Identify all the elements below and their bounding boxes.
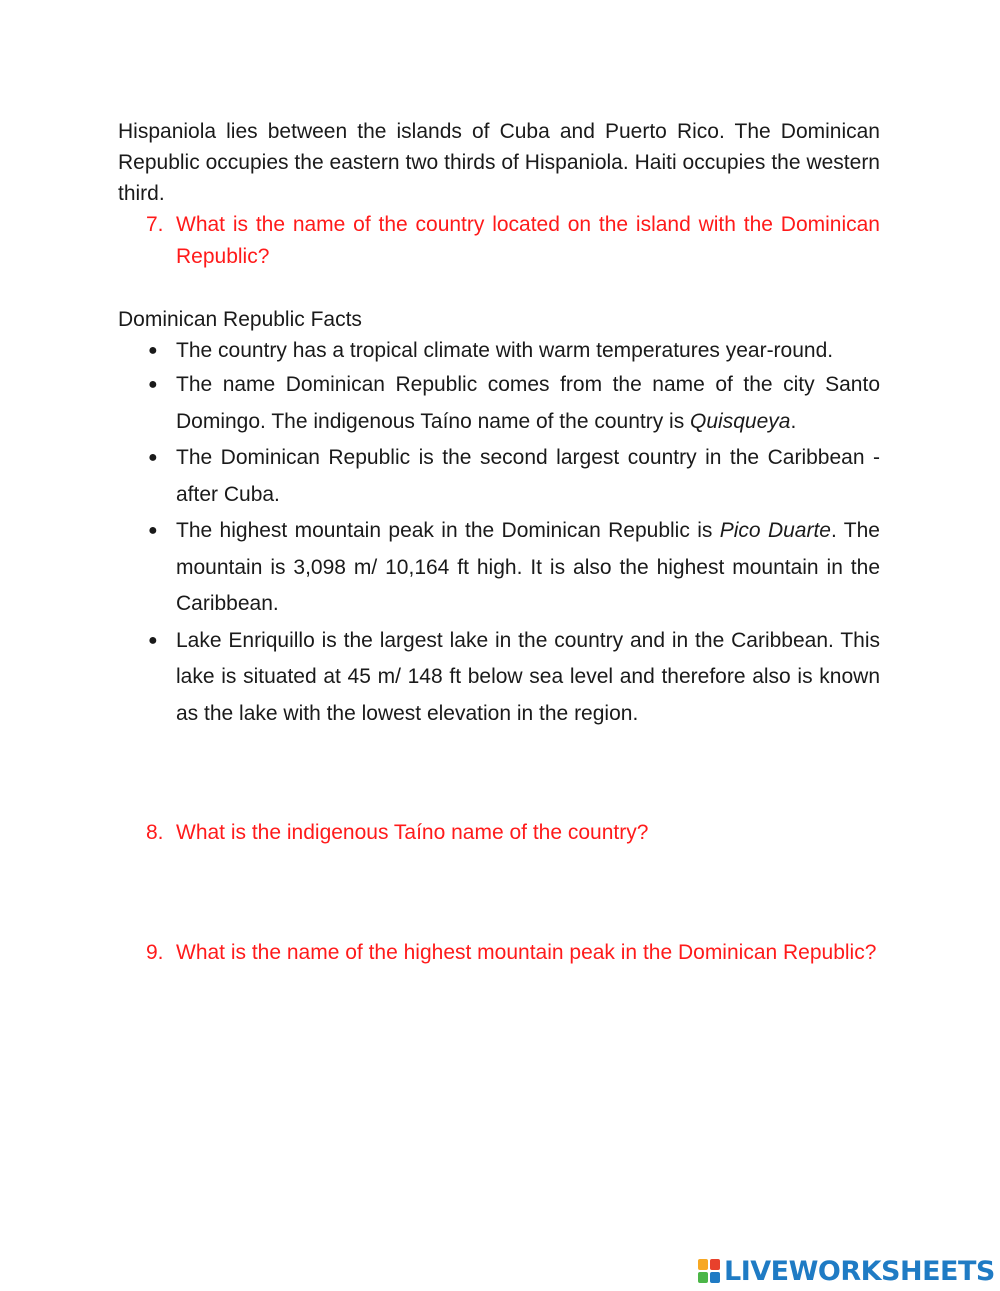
list-item [118,335,880,366]
logo-square-1 [698,1259,708,1270]
fact-2-end: . [790,409,797,433]
bullet-icon: ● [148,631,158,649]
fact-4-text: The highest mountain peak in the Dominican Republic is [176,519,720,542]
question-7-text: What is the name of the country located on the island with the Dominican Republic? [176,213,880,268]
question-9 [118,937,880,969]
list-item [118,440,880,513]
list-item [118,513,880,623]
question-9-number: 9. [146,941,164,964]
facts-heading: Dominican Republic Facts [118,308,362,331]
logo-square-3 [698,1272,708,1283]
question-7 [118,209,880,273]
logo-square-4 [710,1272,720,1283]
question-7-number: 7. [146,213,164,236]
question-8-number: 8. [146,821,164,844]
facts-list [118,335,880,732]
spacer [118,732,880,817]
list-item [118,623,880,733]
fact-5-text: Lake Enriquillo is the largest lake in the country and in the Caribbean. This lake is situated at 45 m/ 148 ft below sea level and therefore also is known as the lake with the lowest elevation in the region. [176,628,880,725]
fact-2-text: The name Dominican Republic comes from the name of the city Santo Domingo. The indigenous Taíno name of the country is [176,373,880,433]
fact-2-emphasis: Quisqueya [690,409,791,433]
fact-1-text: The country has a tropical climate with warm temperatures year-round. [176,339,834,362]
spacer [118,273,880,304]
question-8 [118,817,880,849]
fact-4-end: . The mountain is 3,098 m/ 10,164 ft high. It is also the highest mountain in the Caribbean. [176,519,880,615]
bullet-icon: ● [148,342,158,359]
logo-mark-icon [698,1259,720,1283]
bullet-icon: ● [148,376,158,393]
fact-4-emphasis: Pico Duarte [719,519,831,542]
liveworksheets-logo[interactable] [698,1255,995,1287]
logo-square-2 [710,1259,720,1270]
intro-paragraph: Hispaniola lies between the islands of Cuba and Puerto Rico. The Dominican Republic occupies the eastern two thirds of Hispaniola. Haiti occupies the western third. [118,120,880,205]
logo-text: LIVEWORKSHEETS [724,1255,995,1287]
spacer [118,849,880,937]
bullet-icon: ● [148,522,158,539]
list-item [118,367,880,440]
question-9-text: What is the name of the highest mountain peak in the Dominican Republic? [176,941,877,964]
question-8-text: What is the indigenous Taíno name of the country? [176,821,649,844]
bullet-icon: ● [148,449,158,466]
fact-3-text: The Dominican Republic is the second largest country in the Caribbean - after Cuba. [176,446,880,506]
worksheet-page [118,116,880,969]
